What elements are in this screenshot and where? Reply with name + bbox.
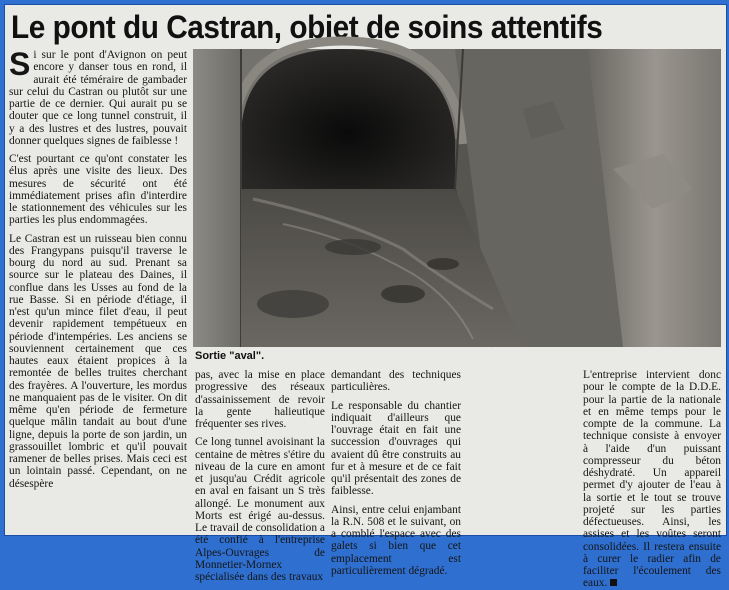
article-paragraph: L'entreprise intervient donc pour le compte de la D.D.E. pour la partie de la nationale et en même temps pour le compte de la commune. La technique consiste à envoyer à l'aide d'un puissant compresseur du béton déshydraté. Un appareil permet d'y ajouter de l'eau à la sortie et le tout se trouve projeté sur les parties défectueuses. Ainsi, les assises et les voûtes seront consolidées. Il restera ensuite à curer le radier afin de faciliter l'écoulement des eaux. bbox=[583, 369, 721, 590]
article-paragraph: pas, avec la mise en place progressive des réseaux d'assainissement de revoir la gente halieutique fréquenter ses rives. bbox=[195, 369, 325, 430]
article-paragraph: Si sur le pont d'Avignon on peut encore y danser tous en rond, il aurait été téméraire de gambader sur celui du Castran ou plutôt sur une partie de ce dernier. Qui aurait pu se douter que ce long tunnel construit, il y a des lustres et des lustres, pouvait donner quelques signes de faiblesse ! bbox=[9, 46, 187, 147]
article-paragraph: Ce long tunnel avoisinant la centaine de mètres s'étire du niveau de la cure en amont et jusqu'au Crédit agricole en aval en faisant un S très allongé. Le monument aux Morts est érigé au-dessus. Le travail de consolidation a été confié à l'entreprise Alpes-Ouvrages de Monnetier-Mornex spécialisée dans des travaux bbox=[195, 436, 325, 583]
article-paragraph: C'est pourtant ce qu'ont constater les élus après une visite des lieux. Des mesures de sécurité ont été immédiatement prises afin d'interdire le stationnement des véhicules sur les parties les plus endommagées. bbox=[9, 153, 187, 227]
article-paragraph: Le responsable du chantier indiquait d'ailleurs que l'ouvrage était en fait une succession d'ouvrages qui avaient dû être construits au fur et à mesure et de ce fait qu'il présentait des zones de faiblesse. bbox=[331, 399, 461, 498]
article-column-1 bbox=[9, 46, 187, 533]
photo-caption: Sortie "aval". bbox=[195, 350, 265, 362]
article-paragraph: demandant des techniques particulières. bbox=[331, 369, 461, 394]
newspaper-clipping bbox=[4, 4, 727, 590]
end-of-article-mark bbox=[610, 579, 617, 586]
article-headline: Le pont du Castran, objet de soins attentifs bbox=[11, 9, 603, 45]
article-paragraph: Le Castran est un ruisseau bien connu des Frangypans puisqu'il traverse le bourg du nord au sud. Prenant sa source sur le plateau des Daines, il conflue dans les Usses au fond de la rue Basse. Si en période d'étiage, il n'est qu'un mince filet d'eau, il peut devenir rapidement tempétueux en période d'intempéries. Les anciens se souviennent certainement que ces hautes eaux étaient propices à la remontée de belles truites cherchant des frayères. A l'ouverture, les mordus ne manquaient pas de le visiter. On dit même qu'en période de fermeture quelque mâlin tandait au bout d'une ligne, depuis la porte de son jardin, un grassouillet lombric et qu'il pouvait ramener de belles prises. Mais ceci est un lointain passé. Cependant, on ne désespère bbox=[9, 232, 187, 490]
article-column-4 bbox=[583, 369, 721, 590]
article-column-3 bbox=[331, 369, 461, 577]
drop-cap: S bbox=[9, 46, 31, 82]
article-column-2 bbox=[195, 369, 325, 583]
tunnel-photo bbox=[193, 49, 721, 347]
article-paragraph: Ainsi, entre celui enjambant la R.N. 508 et le suivant, on a comblé l'espace avec des galets si bien que cet emplacement est particulièrement dégradé. bbox=[331, 503, 461, 577]
